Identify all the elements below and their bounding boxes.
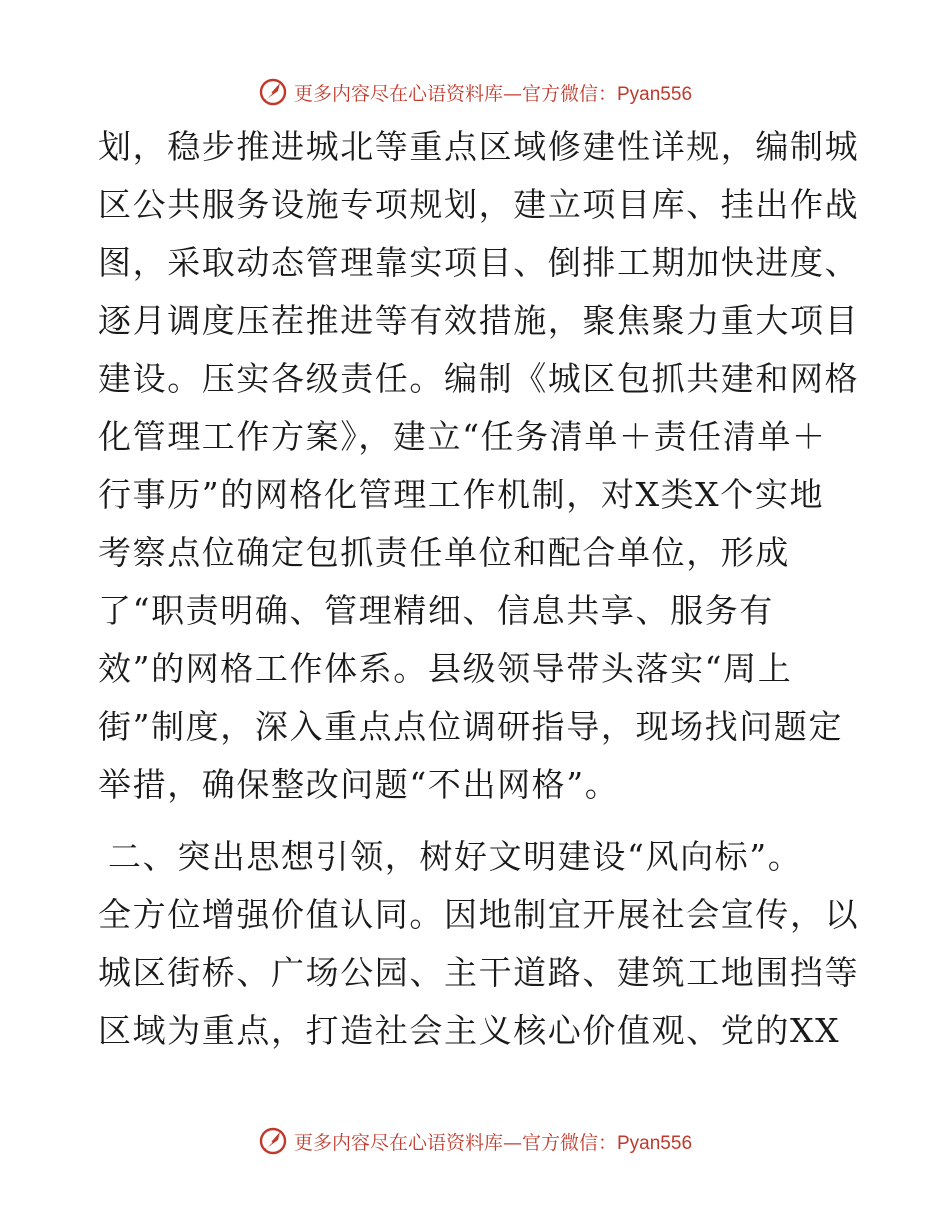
text-line: 区公共服务设施专项规划，建立项目库、挂出作战 [98, 185, 860, 224]
document-body [98, 118, 858, 1060]
text-line: 区域为重点，打造社会主义核心价值观、党的XX [98, 1011, 841, 1050]
watermark-text-cn: 更多内容尽在心语资料库—官方微信： [293, 82, 617, 105]
text-line: 城区街桥、广场公园、主干道路、建筑工地围挡等 [98, 953, 860, 992]
watermark-text-id: Pyan556 [617, 83, 693, 105]
watermark-text-id: Pyan556 [617, 1132, 693, 1154]
text-line: 了“职责明确、管理精细、信息共享、服务有 [98, 591, 774, 630]
watermark-text [294, 1128, 692, 1155]
quill-logo-icon [258, 77, 288, 107]
section-heading: 二、突出思想引领，树好文明建设“风向标”。 [108, 837, 803, 876]
text-line: 逐月调度压茬推进等有效措施，聚焦聚力重大项目 [98, 301, 860, 340]
text-line: 举措，确保整改问题“不出网格”。 [98, 765, 620, 804]
watermark-text-cn: 更多内容尽在心语资料库—官方微信： [293, 1131, 617, 1154]
watermark-footer [0, 1121, 950, 1161]
text-line: 行事历”的网格化管理工作机制，对X类X个实地 [98, 475, 825, 514]
text-line: 图，采取动态管理靠实项目、倒排工期加快进度、 [98, 243, 860, 282]
paragraph-1 [98, 118, 858, 814]
text-line: 效”的网格工作体系。县级领导带头落实“周上 [98, 649, 793, 688]
quill-logo-icon [258, 1126, 288, 1156]
text-line: 全方位增强价值认同。因地制宜开展社会宣传，以 [98, 895, 860, 934]
text-line: 建设。压实各级责任。编制《城区包抓共建和网格 [98, 359, 860, 398]
text-line: 街”制度，深入重点点位调研指导，现场找问题定 [98, 707, 844, 746]
watermark-text [294, 79, 692, 106]
text-line: 化管理工作方案》，建立“任务清单＋责任清单＋ [98, 417, 827, 456]
watermark-header [0, 72, 950, 112]
text-line: 划，稳步推进城北等重点区域修建性详规，编制城 [98, 127, 860, 166]
paragraph-2 [98, 828, 858, 1060]
text-line: 考察点位确定包抓责任单位和配合单位，形成 [98, 533, 790, 572]
